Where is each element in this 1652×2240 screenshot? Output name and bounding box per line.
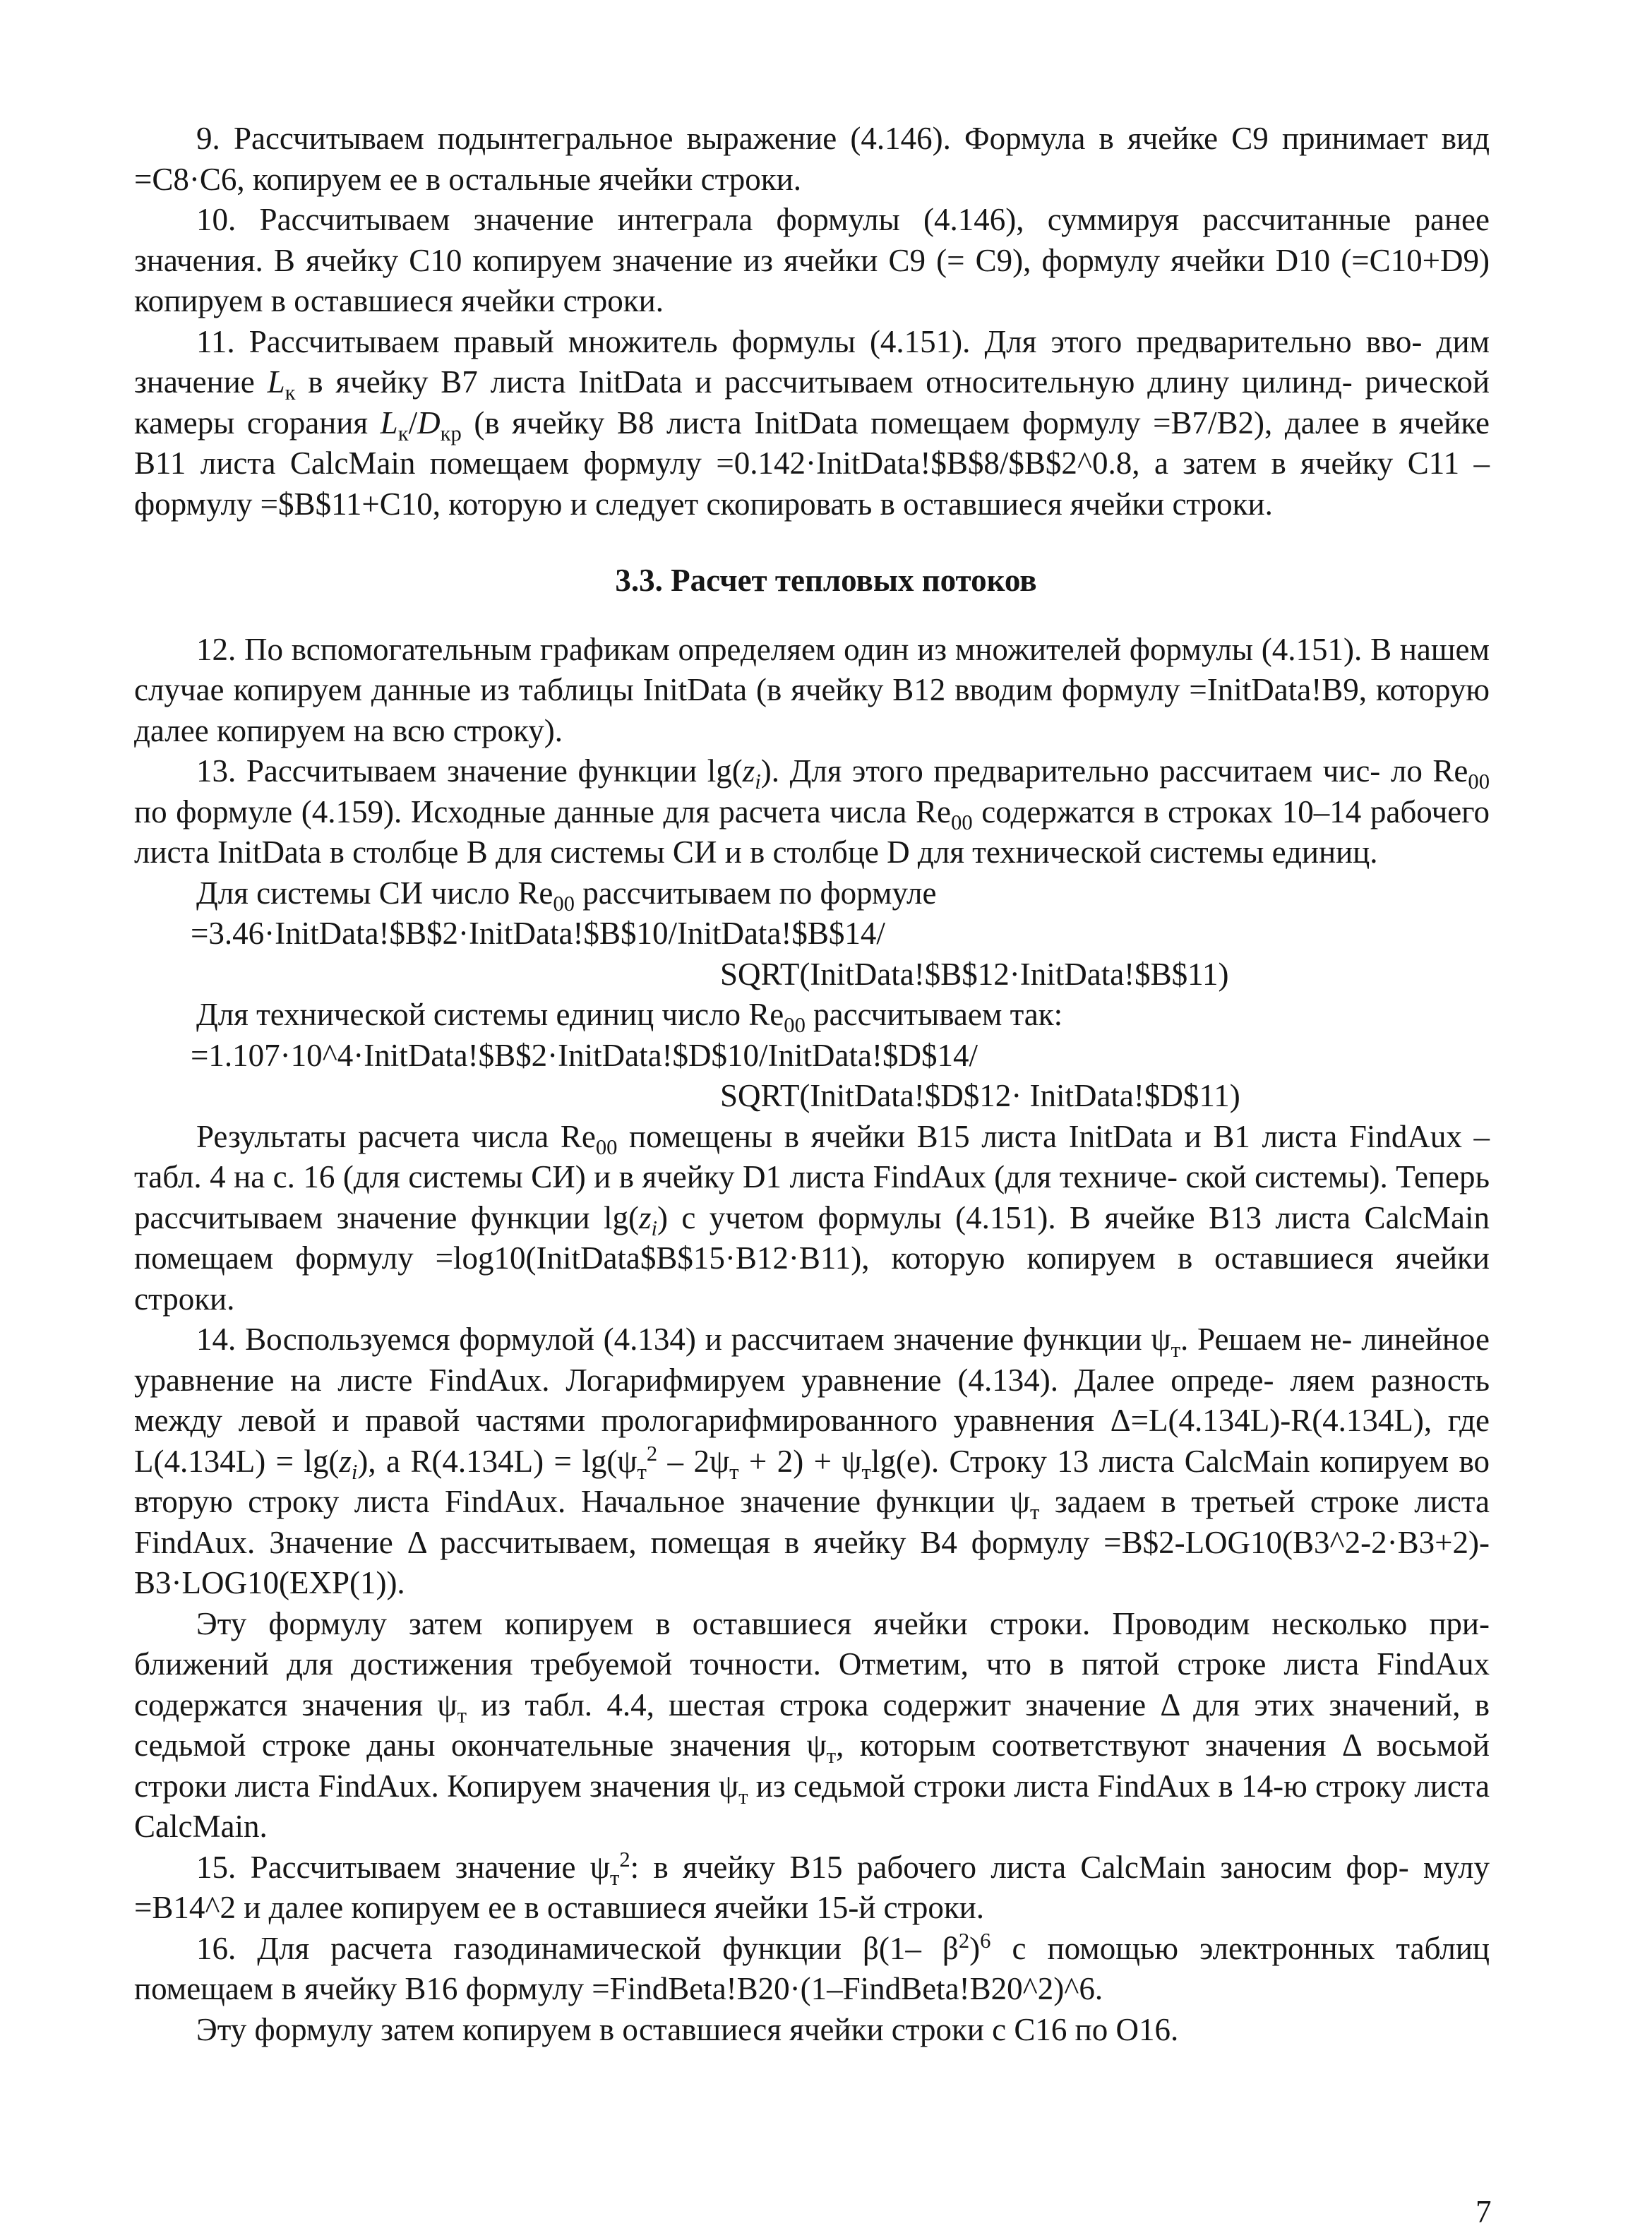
- section-heading: 3.3. Расчет тепловых потоков: [615, 563, 1037, 598]
- text-fragment: рассчитываем так:: [805, 997, 1063, 1032]
- text-line: значения. В ячейку С10 копируем значение из ячейки С9 (= С9), формулу ячейки D10: [134, 242, 1331, 278]
- math-superscript: 2: [958, 1928, 970, 1953]
- text-fragment: ской системы). Теперь рассчитываем значение функции lg(: [134, 1159, 1490, 1235]
- math-subscript: 00: [951, 810, 973, 834]
- math-subscript: 00: [784, 1013, 806, 1037]
- text-line: Эту формулу затем копируем в оставшиеся ячейки строки с С16 по О16.: [196, 2011, 1179, 2047]
- text-fragment: функции ψ: [875, 1484, 1030, 1519]
- math-superscript: 2: [646, 1441, 658, 1466]
- math-symbol: D: [417, 405, 441, 441]
- paragraph-step-16: [134, 1929, 1490, 2010]
- math-symbol: L: [267, 364, 285, 400]
- math-subscript: т: [637, 1459, 647, 1484]
- text-fragment: по формуле (4.159). Исходные данные для расчета числа Re: [134, 793, 952, 829]
- paragraph-final: [134, 2010, 1490, 2051]
- text-fragment: ): [969, 1930, 981, 1966]
- math-subscript: 00: [1468, 769, 1490, 793]
- text-line: затем в ячейку С11 – формулу =$B$11+C10, которую и следует скопировать в оставшиеся: [134, 445, 1490, 522]
- text-fragment: ло Re: [1390, 753, 1468, 789]
- text-fragment: Для системы СИ число Re: [196, 875, 553, 911]
- text-line: (=C10+D9) копируем в оставшиеся ячейки строки.: [134, 242, 1490, 318]
- math-operator: /: [408, 405, 418, 441]
- math-superscript: 6: [980, 1928, 991, 1953]
- text-line: системы единиц.: [1149, 834, 1378, 870]
- text-line: ячейки строки.: [1070, 486, 1273, 522]
- text-fragment: из табл. 4.4, шестая строка содержит значение Δ для этих: [466, 1687, 1315, 1723]
- text-line: =InitData!B9, которую далее копируем на всю строку).: [134, 672, 1490, 748]
- text-fragment: – 2ψ: [657, 1443, 730, 1479]
- text-fragment: FindAux содержатся значения ψ: [134, 1646, 1490, 1723]
- text-fragment: + 2) + ψ: [738, 1443, 862, 1479]
- text-fragment: рассчитываем по формуле: [574, 875, 937, 911]
- text-line: ячейке В13 листа CalcMain помещаем формулу =log10(InitData$B$15·B12·B11), которую: [134, 1199, 1490, 1276]
- text-fragment: ) с учетом формулы (4.151). В: [657, 1199, 1091, 1235]
- math-symbol: z: [339, 1443, 352, 1479]
- formula-si-line-1: =3.46·InitData!$B$2·InitData!$B$10/InitData!$B$14/: [191, 916, 885, 951]
- text-line: 10. Рассчитываем значение интеграла формулы (4.146), суммируя рассчитанные ранее: [196, 202, 1490, 237]
- text-line: копируем в оставшиеся ячейки строки.: [134, 1240, 1490, 1317]
- text-fragment: Δ=L(4.134L)-R(4.134L), где L(4.134L) = lg(: [134, 1403, 1490, 1479]
- math-subscript: i: [755, 769, 761, 793]
- math-subscript: т: [861, 1459, 871, 1484]
- text-fragment: lg(e).: [870, 1443, 940, 1479]
- formula-tech-line-1: =1.107·10^4·InitData!$B$2·InitData!$D$10/InitData!$D$14/: [191, 1037, 978, 1073]
- paragraph-step-9: [134, 119, 1490, 200]
- text-line: FindAux – табл. 4 на с. 16 (для системы СИ) и в ячейку D1 листа FindAux (для техниче-: [134, 1118, 1490, 1194]
- text-line: Эту формулу затем копируем в оставшиеся ячейки строки. Проводим несколько при-: [196, 1605, 1490, 1641]
- page-number: 7: [1476, 2194, 1492, 2229]
- text-fragment: дим значение: [134, 323, 1490, 400]
- math-subscript: i: [651, 1216, 657, 1240]
- text-fragment: . Решаем не-: [1180, 1322, 1353, 1357]
- text-fragment: ). Для этого предварительно рассчитаем чис-: [760, 753, 1381, 789]
- text-fragment: из седьмой строки листа: [748, 1768, 1089, 1804]
- text-line: ячейку В4 формулу =B$2-LOG10(B3^2-2·B3+2)-B3·LOG10(EXP(1)).: [134, 1524, 1490, 1600]
- math-subscript: i: [351, 1459, 358, 1484]
- text-fragment: 13. Рассчитываем значение функции lg(: [196, 753, 743, 789]
- math-subscript: т: [1029, 1500, 1040, 1524]
- tech-system-intro: [134, 995, 1490, 1036]
- text-line: 11. Рассчитываем правый множитель формулы (4.151). Для этого предварительно вво-: [196, 323, 1423, 359]
- si-system-intro: [134, 873, 1490, 914]
- text-line: Строку 13 листа CalcMain копируем во вторую строку листа FindAux. Начальное значение: [134, 1443, 1490, 1519]
- text-line: мулу =B14^2 и далее копируем ее в оставшиеся ячейки 15-й строки.: [134, 1849, 1490, 1925]
- math-subscript: кр: [440, 421, 462, 445]
- paragraph-step-10: [134, 200, 1490, 322]
- text-fragment: помещены в ячейки В15 листа InitData и В1 листа: [617, 1118, 1338, 1154]
- text-line: ляем разность между левой и правой частями прологарифмированного уравнения: [134, 1362, 1490, 1438]
- paragraph-step-12: [134, 630, 1490, 752]
- paragraph-step-15: [134, 1847, 1490, 1929]
- math-symbol: L: [380, 405, 398, 441]
- text-fragment: (в ячейку В8 листа InitData помещаем формулу =В7/В2),: [461, 405, 1273, 441]
- text-line: 9. Рассчитываем подынтегральное выражение (4.146). Формула в ячейке С9 принимает: [196, 121, 1428, 156]
- text-fragment: 16. Для расчета газодинамической функции β(1– β: [196, 1930, 959, 1966]
- text-fragment: значений, в седьмой строке даны окончательные значения ψ: [134, 1687, 1490, 1763]
- paragraph-step-13: [134, 751, 1490, 873]
- text-line: помещаем в ячейку В16 формулу =FindBeta!B20·(1–FindBeta!B20^2)^6.: [134, 1971, 1103, 2006]
- math-subscript: 00: [595, 1134, 618, 1159]
- text-line: ближений для достижения требуемой точности. Отметим, что в пятой строке листа: [134, 1646, 1360, 1682]
- math-subscript: к: [397, 421, 409, 445]
- text-line: вид =С8·С6, копируем ее в остальные ячейки строки.: [134, 121, 1490, 197]
- text-fragment: 14. Воспользуемся формулой (4.134) и рассчитаем значение функции ψ: [196, 1322, 1171, 1357]
- text-fragment: 15. Рассчитываем значение ψ: [196, 1849, 610, 1885]
- paragraph-step-11: [134, 322, 1490, 525]
- paragraph-step-14: [134, 1319, 1490, 1604]
- text-line: В нашем случае копируем данные из таблицы InitData (в ячейку В12 вводим формулу: [134, 631, 1490, 707]
- formula-si-line-2: SQRT(InitData!$B$12·InitData!$B$11): [720, 956, 1229, 992]
- text-fragment: , которым соответствуют: [836, 1727, 1190, 1763]
- text-fragment: Для технической системы единиц число Re: [196, 997, 784, 1032]
- text-fragment: содержатся в строках: [972, 793, 1274, 829]
- text-fragment: ), а R(4.134L) = lg(ψ: [357, 1443, 638, 1479]
- math-subscript: т: [826, 1744, 837, 1768]
- math-subscript: к: [285, 381, 296, 405]
- text-line: далее в ячейке В11 листа CalcMain помещаем формулу =0.142·InitData!$B$8/$B$2^0.8, а: [134, 405, 1490, 481]
- math-subscript: т: [738, 1784, 748, 1809]
- text-fragment: задаем в третьей строке листа FindAux. Значение Δ рассчитываем, помещая в: [134, 1484, 1490, 1560]
- text-fragment: рической камеры сгорания: [134, 364, 1490, 441]
- math-subscript: т: [457, 1703, 467, 1727]
- text-line: 12. По вспомогательным графикам определяем один из множителей формулы (4.151).: [196, 631, 1363, 667]
- text-fragment: Результаты расчета числа Re: [196, 1118, 596, 1154]
- text-line: 10–14 рабочего листа InitData в столбце В для системы СИ и в столбце D для технической: [134, 793, 1490, 870]
- math-subscript: т: [609, 1865, 620, 1890]
- text-fragment: с помощью электронных таблиц: [990, 1930, 1490, 1966]
- text-line: линейное уравнение на листе FindAux. Логарифмируем уравнение (4.134). Далее опреде-: [134, 1322, 1490, 1398]
- text-fragment: значения Δ восьмой строки листа FindAux. Копируем значения ψ: [134, 1727, 1490, 1804]
- paragraph-results: [134, 1117, 1490, 1320]
- text-fragment: : в ячейку В15 рабочего листа CalcMain заносим фор-: [630, 1849, 1409, 1885]
- text-fragment: в ячейку В7 листа InitData и рассчитываем относительную длину цилинд-: [295, 364, 1353, 400]
- math-symbol: z: [638, 1199, 652, 1235]
- formula-tech-line-2: SQRT(InitData!$D$12· InitData!$D$11): [720, 1078, 1240, 1113]
- page-body: [134, 119, 1490, 2050]
- math-subscript: 00: [553, 891, 575, 916]
- math-symbol: z: [742, 753, 755, 789]
- text-line: FindAux в 14-ю строку листа CalcMain.: [134, 1768, 1490, 1844]
- paragraph-approximations: [134, 1604, 1490, 1847]
- math-superscript: 2: [619, 1847, 630, 1871]
- math-subscript: т: [729, 1459, 739, 1484]
- math-subscript: т: [1171, 1338, 1180, 1362]
